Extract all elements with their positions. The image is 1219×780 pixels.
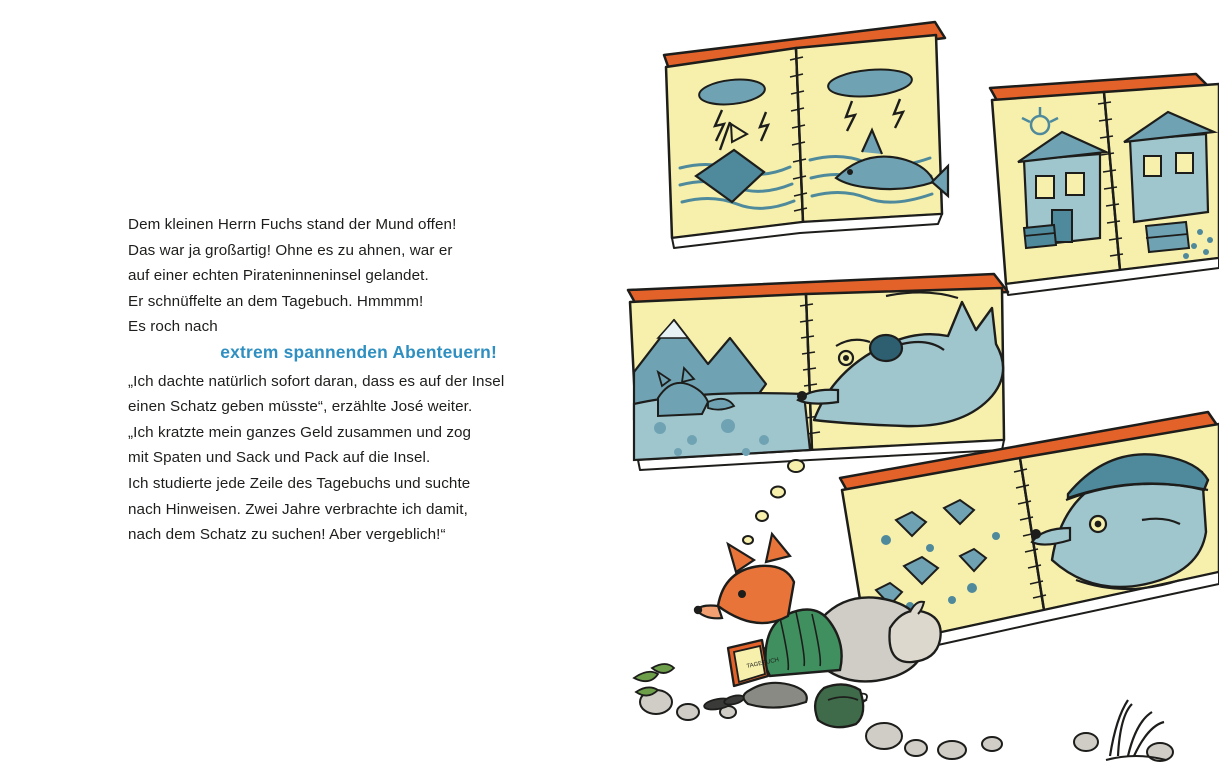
story-line: Dem kleinen Herrn Fuchs stand der Mund offen! (128, 216, 457, 233)
story-line: mit Spaten und Sack und Pack auf die Insel. (128, 449, 431, 467)
book-fox-portrait (628, 274, 1008, 470)
story-line: Er schnüffelte an dem Tagebuch. Hmmmm! (128, 292, 424, 310)
thought-bubbles (743, 460, 804, 544)
book-house (990, 74, 1219, 295)
story-line: „Ich dachte natürlich sofort daran, dass es auf der Insel (128, 372, 505, 390)
story-line: auf einer echten Pirateninneninsel gelandet. (128, 267, 429, 285)
story-line: einen Schatz geben müsste“, erzählte José weiter. (128, 398, 473, 416)
svg-text:TAGEBUCH: TAGEBUCH (746, 657, 780, 670)
story-line: nach dem Schatz zu suchen! Aber vergeblich!“ (128, 526, 446, 544)
story-highlight-text: extrem spannenden Abenteuern! (220, 341, 497, 362)
story-line: nach Hinweisen. Zwei Jahre verbrachte ich damit, (128, 500, 468, 518)
story-highlight-line (128, 340, 498, 367)
illustration (600, 0, 1219, 780)
story-line: Das war ja großartig! Ohne es zu ahnen, war er (128, 241, 453, 259)
story-line: Es roch nach (128, 318, 218, 336)
book-shipwreck (664, 22, 948, 248)
story-line: „Ich kratzte mein ganzes Geld zusammen und zog (128, 423, 472, 441)
story-text-block (128, 212, 505, 548)
story-line: Ich studierte jede Zeile des Tagebuchs und suchte (128, 474, 471, 492)
